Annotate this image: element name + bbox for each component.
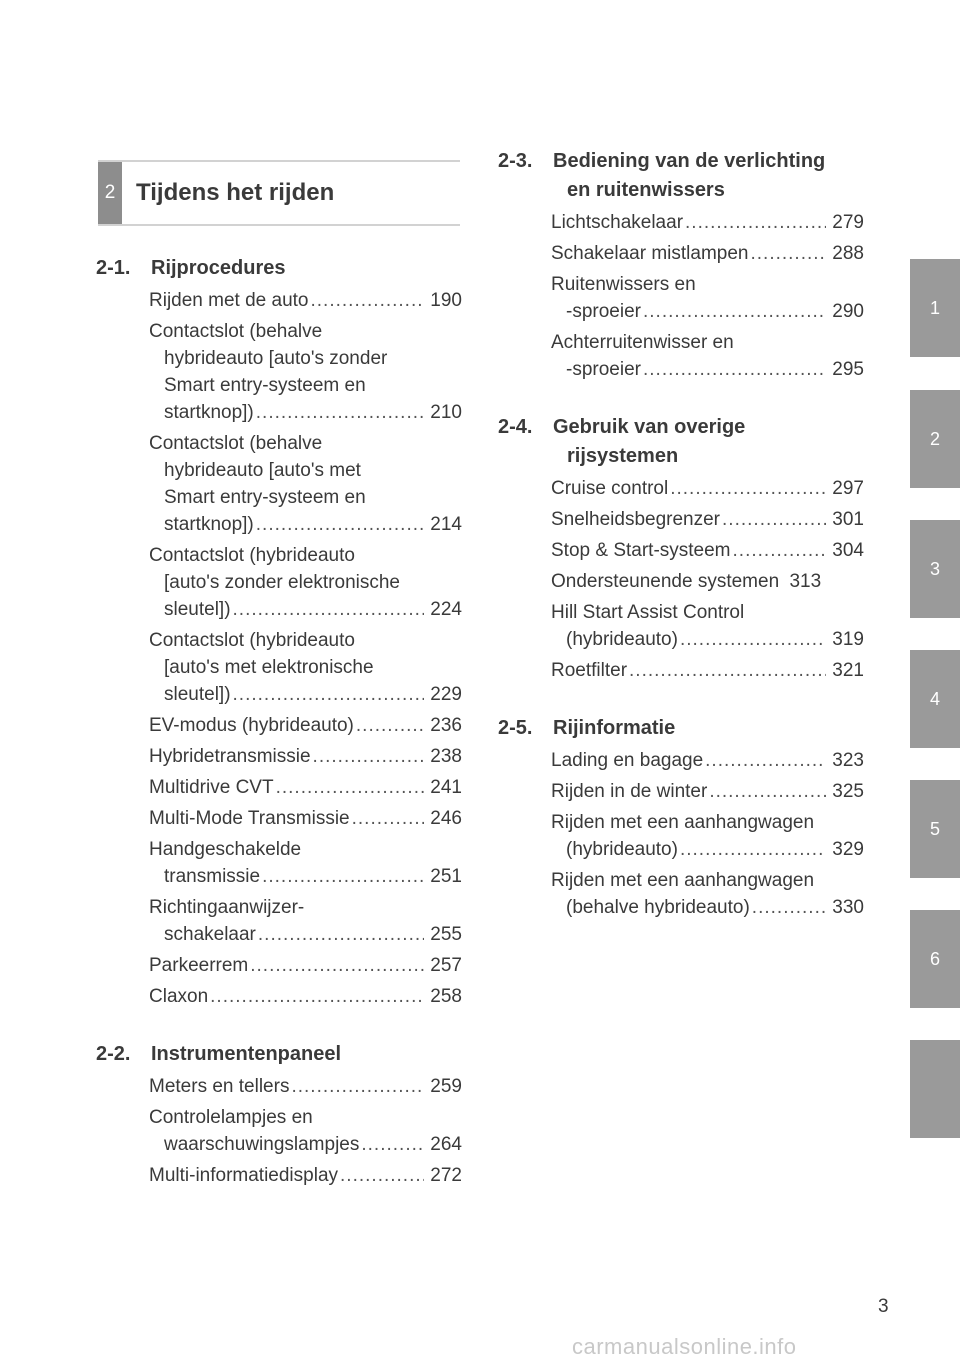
entry-text: startknop]) [164,514,254,535]
entry-line [149,399,462,426]
chapter-tab-2[interactable]: 2 [910,390,960,488]
toc-entry[interactable] [149,743,462,770]
entry-page-number: 290 [832,301,864,322]
section-title-line: rijsystemen [567,445,679,467]
dot-leader [210,983,424,1010]
toc-entry[interactable] [551,271,864,325]
entry-text: Meters en tellers [149,1076,290,1097]
entry-line [551,568,864,595]
toc-entry[interactable] [149,952,462,979]
chapter-tab-6[interactable]: 6 [910,910,960,1008]
dot-leader [709,778,826,805]
entry-line [149,952,462,979]
toc-entry[interactable] [551,747,864,774]
entry-line [149,1073,462,1100]
section-title [552,714,864,743]
toc-entry[interactable] [149,287,462,314]
toc-section [498,714,864,921]
entry-line [149,681,462,708]
toc-entry[interactable] [149,983,462,1010]
chapter-tab-5[interactable]: 5 [910,780,960,878]
dot-leader [680,626,826,653]
entry-text: EV-modus (hybrideauto) [149,715,354,736]
toc-entry[interactable] [149,712,462,739]
chapter-header [98,160,460,226]
entry-line [551,209,864,236]
entry-line [551,506,864,533]
entry-text: Rijden met een aanhangwagen [551,812,815,833]
entry-text: schakelaar [164,924,256,945]
entry-page-number: 279 [832,212,864,233]
entry-page-number: 313 [789,571,822,592]
dot-leader [643,298,826,325]
entry-line [149,457,462,484]
entry-page-number: 241 [430,777,462,798]
entry-text: Rijden in de winter [551,781,708,802]
entry-list [498,209,864,383]
entry-page-number: 258 [430,986,462,1007]
section-heading[interactable] [498,714,864,743]
entry-text: Multi-Mode Transmissie [149,808,350,829]
entry-line [551,836,864,863]
entry-text: transmissie [164,866,261,887]
entry-text: Roetfilter [551,660,628,681]
entry-page-number: 319 [832,629,864,650]
dot-leader [262,863,424,890]
section-number: 2-5. [498,717,533,739]
dot-leader [680,836,826,863]
entry-text: Smart entry-systeem en [164,375,366,396]
section-heading[interactable] [498,413,864,471]
entry-text: [auto's met elektronische [164,657,374,678]
toc-entry[interactable] [551,568,864,595]
entry-page-number: 210 [430,402,462,423]
toc-section [498,147,864,383]
entry-line [551,475,864,502]
entry-text: Ondersteunende systemen [551,571,780,592]
entry-line [551,626,864,653]
entry-line [551,329,864,356]
chapter-tab-1[interactable]: 1 [910,259,960,357]
entry-line [551,867,864,894]
entry-line [551,240,864,267]
entry-page-number: 190 [430,290,462,311]
entry-line [149,372,462,399]
entry-text: Parkeerrem [149,955,249,976]
toc-column-right [498,147,864,951]
toc-entry[interactable] [149,894,462,948]
entry-text: Cruise control [551,478,669,499]
toc-entry[interactable] [149,774,462,801]
entry-text: hybrideauto [auto's zonder [164,348,388,369]
entry-page-number: 255 [430,924,462,945]
entry-line [551,894,864,921]
toc-entry[interactable] [551,778,864,805]
toc-section [96,1040,462,1189]
entry-line [149,712,462,739]
entry-page-number: 214 [430,514,462,535]
entry-text: Stop & Start-systeem [551,540,731,561]
toc-entry[interactable] [149,1104,462,1158]
dot-leader [352,805,424,832]
entry-text: Multi-informatiedisplay [149,1165,339,1186]
toc-section [96,254,462,1010]
entry-line [149,511,462,538]
section-title-line: en ruitenwissers [567,179,725,201]
entry-line [551,747,864,774]
chapter-title: Tijdens het rijden [136,179,335,206]
section-number: 2-4. [498,416,533,438]
entry-list [498,747,864,921]
dot-leader [276,774,424,801]
entry-list [498,475,864,684]
entry-text: Contactslot (behalve [149,433,323,454]
section-number: 2-3. [498,150,533,172]
toc-entry[interactable] [149,318,462,426]
entry-line [149,654,462,681]
toc-entry[interactable] [551,599,864,653]
entry-page-number: 330 [832,897,864,918]
entry-line [149,627,462,654]
toc-entry[interactable] [149,430,462,538]
dot-leader [629,657,826,684]
dot-leader [705,747,826,774]
entry-page-number: 325 [832,781,864,802]
dot-leader [356,712,424,739]
entry-text: (hybrideauto) [566,629,678,650]
entry-text: -sproeier [566,359,641,380]
entry-line [149,983,462,1010]
toc-entry[interactable] [149,836,462,890]
entry-page-number: 272 [430,1165,462,1186]
section-title-line: Rijprocedures [151,257,286,279]
toc-entry[interactable] [551,329,864,383]
entry-text: Smart entry-systeem en [164,487,366,508]
dot-leader [722,506,826,533]
dot-leader [750,240,826,267]
entry-page-number: 238 [430,746,462,767]
section-title [150,254,462,283]
entry-page-number: 246 [430,808,462,829]
entry-line [149,484,462,511]
entry-page-number: 251 [430,866,462,887]
entry-text: Claxon [149,986,209,1007]
entry-line [551,809,864,836]
dot-leader [291,1073,424,1100]
toc-entry[interactable] [551,240,864,267]
watermark: carmanualsonline.info [572,1334,797,1359]
entry-text: (behalve hybrideauto) [566,897,750,918]
entry-line [551,356,864,383]
entry-page-number: 323 [832,750,864,771]
section-number: 2-2. [96,1043,131,1065]
entry-page-number: 301 [832,509,864,530]
toc-entry[interactable] [149,1073,462,1100]
section-title-line: Instrumentenpaneel [151,1043,342,1065]
dot-leader [233,596,424,623]
section-title [552,413,864,471]
entry-text: Contactslot (hybrideauto [149,630,355,651]
section-title-line: Gebruik van overige [553,416,746,438]
entry-text: (hybrideauto) [566,839,678,860]
dot-leader [670,475,826,502]
dot-leader [250,952,424,979]
entry-text: -sproeier [566,301,641,322]
chapter-number: 2 [98,162,122,224]
entry-line [149,542,462,569]
entry-line [149,569,462,596]
dot-leader [361,1131,424,1158]
entry-page-number: 295 [832,359,864,380]
entry-page-number: 224 [430,599,462,620]
entry-line [149,743,462,770]
entry-text: Controlelampjes en [149,1107,313,1128]
entry-page-number: 304 [832,540,864,561]
entry-page-number: 257 [430,955,462,976]
entry-text: startknop]) [164,402,254,423]
entry-text: hybrideauto [auto's met [164,460,361,481]
entry-text: Hill Start Assist Control [551,602,745,623]
entry-line [149,774,462,801]
entry-list [96,1073,462,1189]
entry-text: Rijden met een aanhangwagen [551,870,815,891]
entry-line [149,287,462,314]
entry-page-number: 321 [832,660,864,681]
entry-line [149,921,462,948]
entry-line [149,345,462,372]
entry-line [551,271,864,298]
entry-page-number: 259 [430,1076,462,1097]
dot-leader [258,921,424,948]
entry-page-number: 236 [430,715,462,736]
toc-entry[interactable] [149,1162,462,1189]
section-heading[interactable] [498,147,864,205]
dot-leader [256,399,424,426]
entry-text: sleutel]) [164,684,231,705]
entry-line [149,1131,462,1158]
entry-line [149,430,462,457]
toc-entry[interactable] [551,506,864,533]
entry-text: Schakelaar mistlampen [551,243,749,264]
entry-text: [auto's zonder elektronische [164,572,400,593]
toc-entry[interactable] [149,805,462,832]
dot-leader [340,1162,424,1189]
toc-entry[interactable] [149,542,462,623]
entry-text: Rijden met de auto [149,290,309,311]
entry-text: Richtingaanwijzer- [149,897,305,918]
entry-line [149,836,462,863]
section-heading[interactable] [96,1040,462,1069]
entry-text: Handgeschakelde [149,839,302,860]
entry-line [149,1162,462,1189]
dot-leader [311,287,425,314]
entry-line [149,318,462,345]
page-number: 3 [878,1296,889,1317]
entry-line [149,894,462,921]
entry-page-number: 264 [430,1134,462,1155]
dot-leader [752,894,826,921]
entry-line [551,778,864,805]
section-title [150,1040,462,1069]
dot-leader [256,511,424,538]
entry-page-number: 329 [832,839,864,860]
toc-entry[interactable] [149,627,462,708]
toc-entry[interactable] [551,475,864,502]
entry-line [551,599,864,626]
entry-line [149,596,462,623]
entry-text: Lading en bagage [551,750,704,771]
toc-section [498,413,864,684]
section-title-line: Bediening van de verlichting [553,150,826,172]
dot-leader [685,209,826,236]
dot-leader [643,356,826,383]
section-title-line: Rijinformatie [553,717,676,739]
entry-text: Hybridetransmissie [149,746,311,767]
entry-line [551,537,864,564]
entry-text: Achterruitenwisser en [551,332,734,353]
entry-text: Multidrive CVT [149,777,274,798]
toc-entry[interactable] [551,537,864,564]
entry-line [149,1104,462,1131]
entry-text: sleutel]) [164,599,231,620]
entry-list [96,287,462,1010]
entry-line [149,863,462,890]
entry-text: Lichtschakelaar [551,212,684,233]
toc-column-left [96,254,462,1219]
entry-page-number: 288 [832,243,864,264]
chapter-tab-3[interactable]: 3 [910,520,960,618]
entry-line [551,657,864,684]
section-title [552,147,864,205]
chapter-tab-4[interactable]: 4 [910,650,960,748]
dot-leader [233,681,424,708]
toc-entry[interactable] [551,867,864,921]
entry-line [149,805,462,832]
dot-leader [733,537,826,564]
entry-text: Contactslot (behalve [149,321,323,342]
entry-page-number: 229 [430,684,462,705]
toc-entry[interactable] [551,809,864,863]
toc-entry[interactable] [551,657,864,684]
entry-line [551,298,864,325]
entry-page-number: 297 [832,478,864,499]
dot-leader [313,743,424,770]
toc-entry[interactable] [551,209,864,236]
section-heading[interactable] [96,254,462,283]
entry-text: Contactslot (hybrideauto [149,545,355,566]
entry-text: Snelheidsbegrenzer [551,509,721,530]
entry-text: waarschuwingslampjes [164,1134,360,1155]
chapter-tab-7[interactable] [910,1040,960,1138]
section-number: 2-1. [96,257,131,279]
entry-text: Ruitenwissers en [551,274,696,295]
